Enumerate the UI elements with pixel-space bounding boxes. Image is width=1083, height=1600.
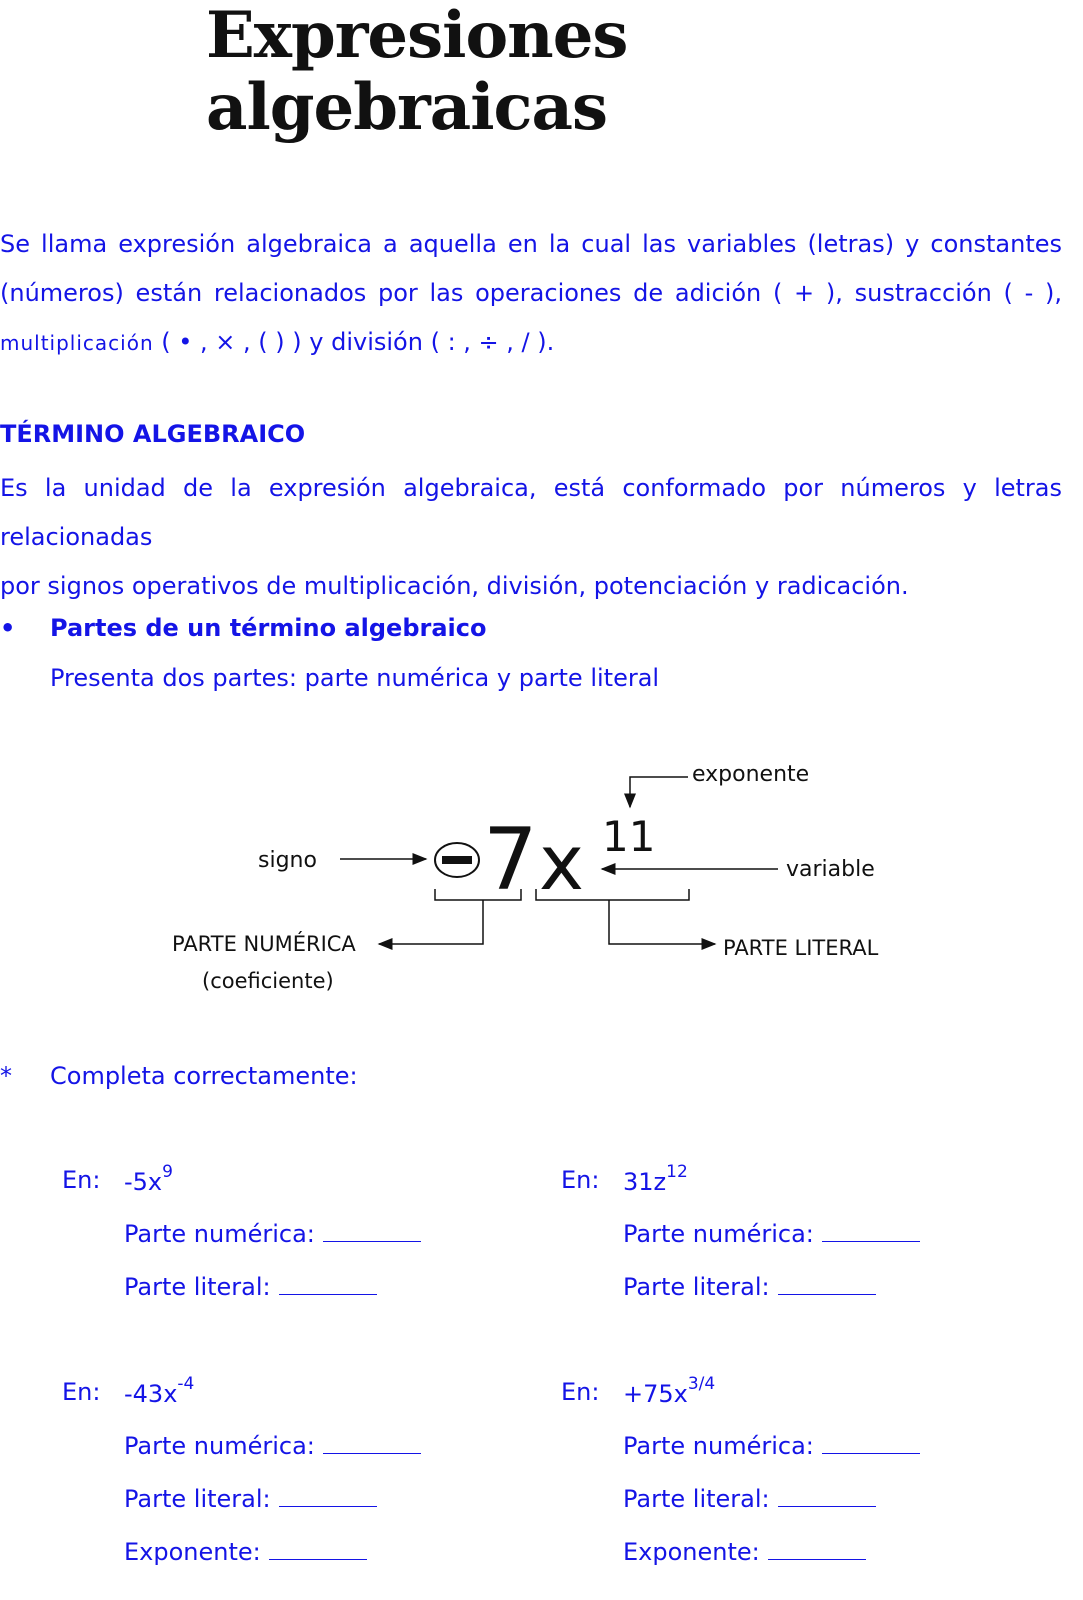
- expression-base: 31z: [623, 1168, 667, 1196]
- partes-text: Presenta dos partes: parte numérica y parte literal: [50, 664, 660, 692]
- termino-line-2: por signos operativos de multiplicación, división, potenciación y radicación.: [0, 572, 909, 600]
- parte-numerica-row: [124, 1432, 421, 1460]
- intro-paragraph: [0, 220, 1062, 368]
- exponente-text: Exponente:: [623, 1538, 760, 1566]
- exercise-expression: [124, 1374, 195, 1408]
- variable-label: variable: [786, 857, 875, 882]
- exercise-expression: [623, 1162, 688, 1196]
- exponente-row: [124, 1538, 367, 1566]
- exercise-instruction: Completa correctamente:: [50, 1062, 358, 1090]
- en-label: En:: [561, 1378, 600, 1406]
- page-title: [206, 0, 626, 144]
- parte-literal-text: Parte literal:: [124, 1273, 271, 1301]
- parte-literal-label: PARTE LITERAL: [723, 936, 879, 960]
- expression-exponent: 12: [666, 1162, 688, 1182]
- parte-numerica-text: Parte numérica:: [623, 1432, 814, 1460]
- answer-blank[interactable]: [279, 1486, 377, 1507]
- exponente-arrow: [630, 777, 688, 807]
- intro-operators: ( • , × , ( ) ) y división ( : , ÷ , / ).: [153, 328, 555, 356]
- answer-blank[interactable]: [279, 1274, 377, 1295]
- expression-base: -43x: [124, 1380, 178, 1408]
- answer-blank[interactable]: [778, 1274, 876, 1295]
- en-label: En:: [62, 1166, 101, 1194]
- parte-literal-row: [623, 1273, 876, 1301]
- expression-base: -5x: [124, 1168, 163, 1196]
- parte-literal-row: [623, 1485, 876, 1513]
- answer-blank[interactable]: [822, 1221, 920, 1242]
- asterisk: *: [0, 1062, 12, 1090]
- answer-blank[interactable]: [323, 1433, 421, 1454]
- parte-numerica-text: Parte numérica:: [124, 1220, 315, 1248]
- parte-literal-text: Parte literal:: [623, 1273, 770, 1301]
- answer-blank[interactable]: [269, 1539, 367, 1560]
- exponent-glyph: 11: [602, 812, 656, 861]
- term-diagram-svg: [150, 755, 930, 1015]
- intro-line-1: Se llama expresión algebraica a aquella en la cual las variables (letras) y constantes: [0, 230, 1062, 258]
- exponente-label: exponente: [692, 762, 810, 787]
- en-label: En:: [62, 1378, 101, 1406]
- coeficiente-label: (coeficiente): [202, 969, 334, 993]
- termino-heading: TÉRMINO ALGEBRAICO: [0, 420, 306, 448]
- partes-title: Partes de un término algebraico: [50, 614, 487, 642]
- answer-blank[interactable]: [778, 1486, 876, 1507]
- sign-glyph: -: [150, 755, 151, 756]
- parte-literal-row: [124, 1485, 377, 1513]
- termino-line-1: Es la unidad de la expresión algebraica, está conformado por números y letras relacionadas: [0, 474, 1062, 551]
- parte-numerica-row: [124, 1220, 421, 1248]
- term-diagram: [150, 755, 930, 1015]
- expression-exponent: 9: [162, 1162, 173, 1182]
- parte-numerica-row: [623, 1432, 920, 1460]
- expression-base: +75x: [623, 1380, 688, 1408]
- en-label: En:: [561, 1166, 600, 1194]
- title-line-1: Expresiones: [206, 0, 628, 73]
- intro-line-2: (números) están relacionados por las operaciones de adición ( + ), sustracción ( - ),: [0, 279, 1062, 307]
- answer-blank[interactable]: [822, 1433, 920, 1454]
- parte-literal-text: Parte literal:: [124, 1485, 271, 1513]
- intro-multiplicacion: multiplicación: [0, 331, 154, 355]
- bullet-dot: •: [0, 614, 16, 642]
- answer-blank[interactable]: [768, 1539, 866, 1560]
- termino-paragraph: [0, 464, 1062, 611]
- exercise-expression: [124, 1162, 173, 1196]
- answer-blank[interactable]: [323, 1221, 421, 1242]
- exponente-text: Exponente:: [124, 1538, 261, 1566]
- title-line-2: algebraicas: [206, 70, 607, 145]
- variable-glyph: x: [539, 818, 584, 907]
- parte-numerica-arrow: [379, 900, 483, 944]
- parte-numerica-text: Parte numérica:: [623, 1220, 814, 1248]
- expression-exponent: -4: [177, 1374, 195, 1394]
- coefficient-glyph: 7: [483, 810, 538, 910]
- signo-label: signo: [258, 848, 317, 873]
- parte-literal-arrow: [609, 900, 715, 944]
- intro-line-3: [0, 318, 1062, 368]
- parte-literal-row: [124, 1273, 377, 1301]
- parte-numerica-label: PARTE NUMÉRICA: [172, 932, 356, 956]
- exercise-expression: [623, 1374, 716, 1408]
- exponente-row: [623, 1538, 866, 1566]
- sign-minus-icon: [442, 856, 472, 864]
- parte-numerica-text: Parte numérica:: [124, 1432, 315, 1460]
- expression-exponent: 3/4: [687, 1374, 716, 1394]
- parte-literal-text: Parte literal:: [623, 1485, 770, 1513]
- parte-numerica-row: [623, 1220, 920, 1248]
